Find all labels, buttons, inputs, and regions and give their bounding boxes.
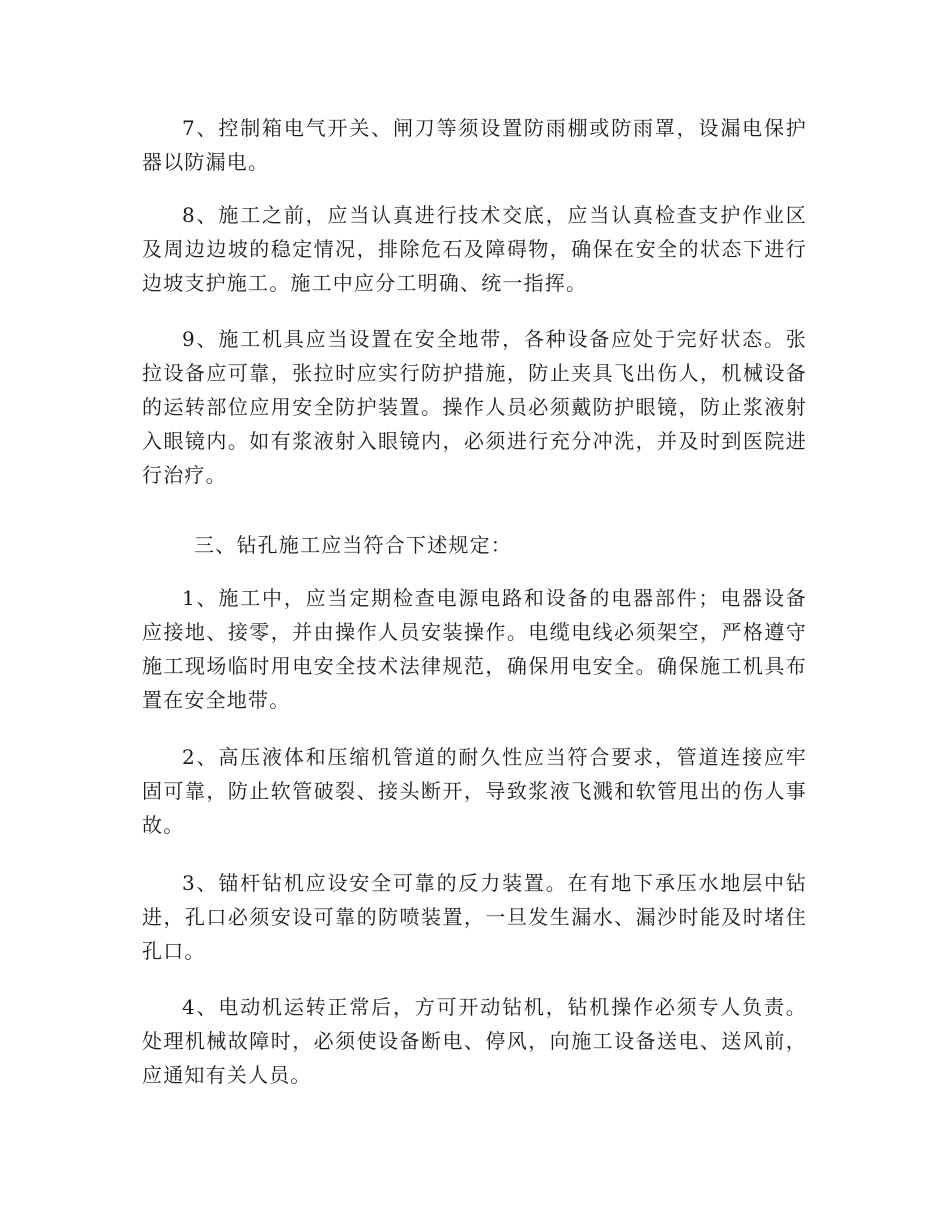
drilling-rule-3: 3、锚杆钻机应设安全可靠的反力装置。在有地下承压水地层中钻进，孔口必须安设可靠的防喷装置，一旦发生漏水、漏沙时能及时堵住孔口。 <box>142 871 807 963</box>
drilling-rule-4: 4、电动机运转正常后，方可开动钻机，钻机操作必须专人负责。处理机械故障时，必须使设备断电、停风，向施工设备送电、送风前，应通知有关人员。 <box>142 995 807 1087</box>
section-heading-3: 三、钻孔施工应当符合下述规定： <box>194 533 512 557</box>
paragraph-item-8: 8、施工之前，应当认真进行技术交底，应当认真检查支护作业区及周边边坡的稳定情况，排除危石及障碍物，确保在安全的状态下进行边坡支护施工。施工中应分工明确、统一指挥。 <box>142 203 807 295</box>
paragraph-item-7: 7、控制箱电气开关、闸刀等须设置防雨棚或防雨罩，设漏电保护器以防漏电。 <box>142 116 807 174</box>
paragraph-item-9: 9、施工机具应当设置在安全地带，各种设备应处于完好状态。张拉设备应可靠，张拉时应实行防护措施，防止夹具飞出伤人，机械设备的运转部位应用安全防护装置。操作人员必须戴防护眼镜，防止浆液射入眼镜内。如有浆液射入眼镜内，必须进行充分冲洗，并及时到医院进行治疗。 <box>142 327 807 487</box>
drilling-rule-2: 2、高压液体和压缩机管道的耐久性应当符合要求，管道连接应牢固可靠，防止软管破裂、接头断开，导致浆液飞溅和软管甩出的伤人事故。 <box>142 745 807 837</box>
drilling-rule-1: 1、施工中，应当定期检查电源电路和设备的电器部件；电器设备应接地、接零，并由操作人员安装操作。电缆电线必须架空，严格遵守施工现场临时用电安全技术法律规范，确保用电安全。确保施工机具布置在安全地带。 <box>142 586 807 712</box>
